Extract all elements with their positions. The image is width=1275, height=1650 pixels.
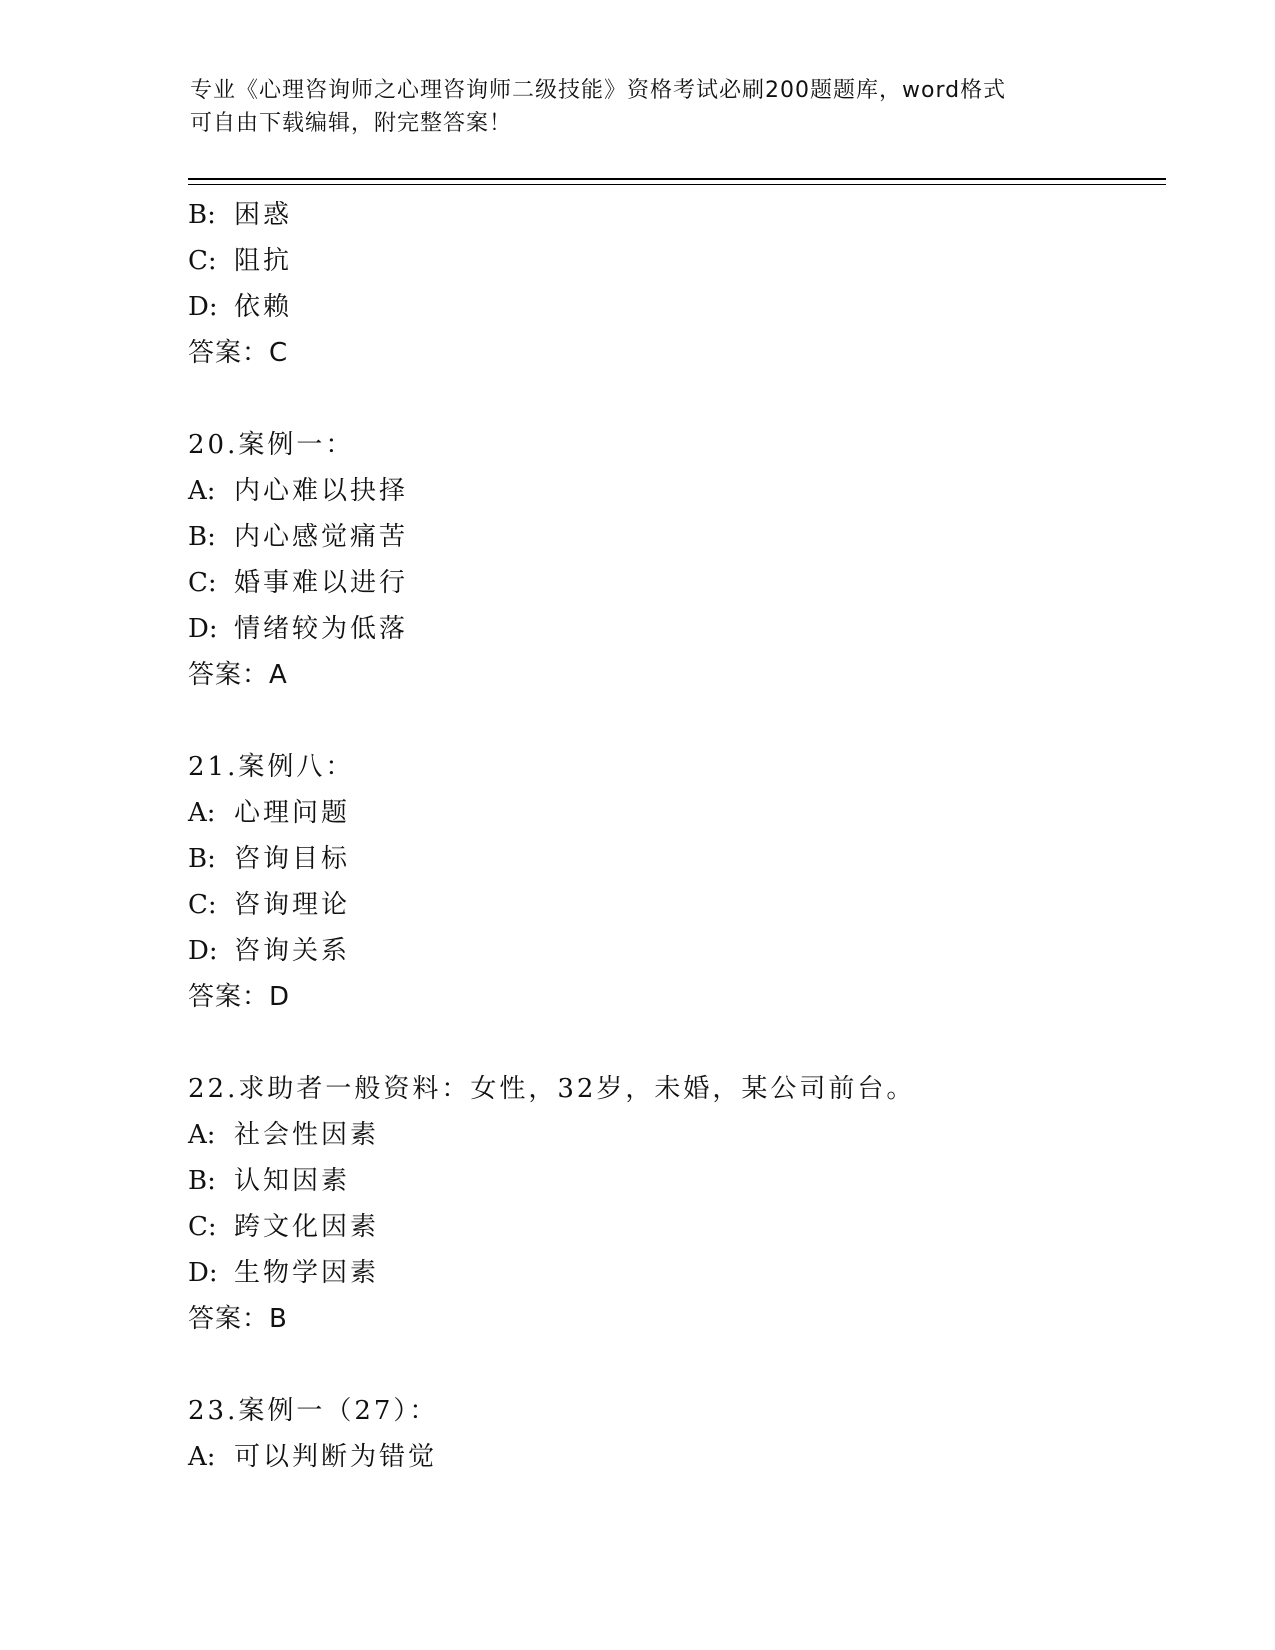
question-block <box>188 1388 1148 1480</box>
option-text: 跨文化因素 <box>234 1212 380 1242</box>
option-text: 咨询理论 <box>234 890 351 920</box>
option-label: A: <box>188 1442 216 1472</box>
option-text: 阻抗 <box>234 246 293 276</box>
question-block <box>188 744 1148 1066</box>
option-text: 依赖 <box>234 292 293 322</box>
option-label: C: <box>188 1212 217 1242</box>
option-row <box>188 1434 1148 1480</box>
option-label: C: <box>188 890 217 920</box>
option-text: 认知因素 <box>234 1166 351 1196</box>
question-block <box>188 1066 1148 1388</box>
option-row <box>188 238 1148 284</box>
block-spacer <box>188 698 1148 744</box>
header-rule-thick <box>188 178 1166 180</box>
question-list <box>188 192 1148 1480</box>
option-label: B: <box>188 522 216 552</box>
header-rule-thin <box>188 184 1166 185</box>
option-text: 心理问题 <box>234 798 351 828</box>
option-label: D: <box>188 1258 218 1288</box>
option-row <box>188 836 1148 882</box>
option-label: D: <box>188 292 218 322</box>
option-row <box>188 606 1148 652</box>
block-spacer <box>188 376 1148 422</box>
block-spacer <box>188 1020 1148 1066</box>
option-text: 婚事难以进行 <box>234 568 409 598</box>
answer-text: 答案：B <box>188 1304 288 1334</box>
answer-text: 答案：D <box>188 982 291 1012</box>
option-text: 内心难以抉择 <box>234 476 409 506</box>
header-title-line-2: 可自由下载编辑，附完整答案！ <box>190 111 513 136</box>
option-row <box>188 560 1148 606</box>
option-text: 生物学因素 <box>234 1258 380 1288</box>
header-title-line-1: 专业《心理咨询师之心理咨询师二级技能》资格考试必刷200题题库，word格式 <box>190 78 1007 103</box>
option-row <box>188 1204 1148 1250</box>
option-text: 社会性因素 <box>234 1120 380 1150</box>
option-text: 咨询关系 <box>234 936 351 966</box>
option-row <box>188 514 1148 560</box>
option-label: B: <box>188 844 216 874</box>
option-row <box>188 928 1148 974</box>
option-label: D: <box>188 936 218 966</box>
option-label: A: <box>188 1120 216 1150</box>
option-text: 咨询目标 <box>234 844 351 874</box>
question-text: 20.案例一： <box>188 430 355 460</box>
question-text: 22.求助者一般资料：女性，32岁，未婚，某公司前台。 <box>188 1074 916 1104</box>
option-label: C: <box>188 568 217 598</box>
question-text: 21.案例八： <box>188 752 355 782</box>
option-label: A: <box>188 798 216 828</box>
option-label: A: <box>188 476 216 506</box>
block-spacer <box>188 1342 1148 1388</box>
question-block <box>188 192 1148 422</box>
answer-text: 答案：C <box>188 338 289 368</box>
option-row <box>188 1158 1148 1204</box>
option-row <box>188 468 1148 514</box>
option-row <box>188 1112 1148 1158</box>
option-row <box>188 192 1148 238</box>
option-row <box>188 1250 1148 1296</box>
question-text: 23.案例一（27）： <box>188 1396 439 1426</box>
option-label: B: <box>188 200 216 230</box>
option-label: C: <box>188 246 217 276</box>
option-row <box>188 790 1148 836</box>
option-text: 内心感觉痛苦 <box>234 522 409 552</box>
option-label: B: <box>188 1166 216 1196</box>
option-row <box>188 882 1148 928</box>
option-text: 可以判断为错觉 <box>234 1442 438 1472</box>
question-block <box>188 422 1148 744</box>
document-header <box>190 74 1090 140</box>
option-text: 情绪较为低落 <box>234 614 409 644</box>
answer-text: 答案：A <box>188 660 288 690</box>
option-row <box>188 284 1148 330</box>
option-text: 困惑 <box>234 200 293 230</box>
option-label: D: <box>188 614 218 644</box>
